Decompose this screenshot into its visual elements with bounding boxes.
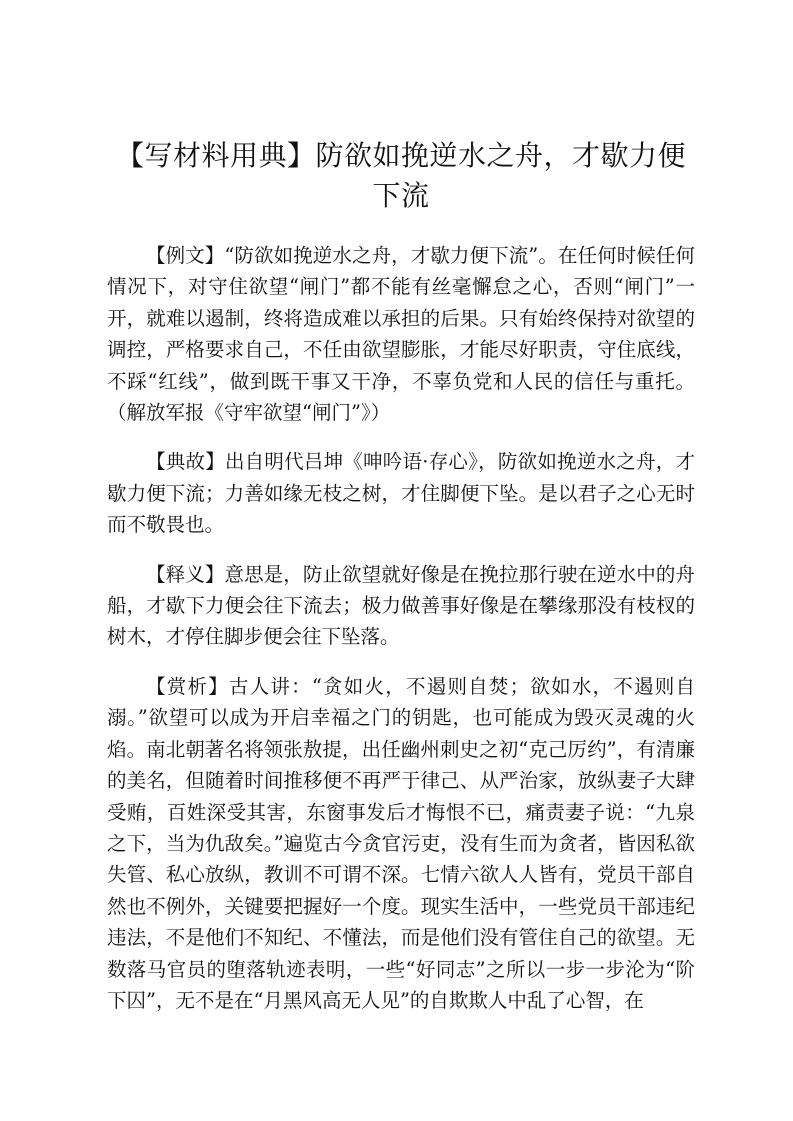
document-page (107, 136, 695, 1016)
paragraph-text: “防欲如挽逆水之舟，才歇力便下流”。在任何时候任何情况下，对守住欲望“闸门”都不能有丝毫懈怠之心，否则“闸门”一开，就难以遏制，终将造成难以承担的后果。只有始终保持对欲望的调控，严格要求自己，不任由欲望膨胀，才能尽好职责，守住底线，不踩“红线”，做到既干事又干净，不辜负党和人民的信任与重托。（解放军报《守牢欲望“闸门”》） (107, 244, 695, 425)
paragraph-text: 古人讲：“贪如火，不遏则自焚；欲如水，不遏则自溺。”欲望可以成为开启幸福之门的钥匙，也可能成为毁灭灵魂的火焰。南北朝著名将领张敖提，出任幽州刺史之初“克己厉约”，有清廉的美名，但随着时间推移便不再严于律己、从严治家，放纵妻子大肆受贿，百姓深受其害，东窗事发后才悔恨不已，痛责妻子说：“九泉之下，当为仇敌矣。”遍览古今贪官污吏，没有生而为贪者，皆因私欲失管、私心放纵，教训不可谓不深。七情六欲人人皆有，党员干部自然也不例外，关键要把握好一个度。现实生活中，一些党员干部违纪违法，不是他们不知纪、不懂法，而是他们没有管住自己的欲望。无数落马官员的堕落轨迹表明，一些“好同志”之所以一步一步沦为“阶下囚”，无不是在“月黑风高无人见”的自欺欺人中乱了心智，在 (107, 674, 695, 1012)
paragraph-explanation (107, 559, 695, 653)
paragraph-allusion (107, 446, 695, 540)
paragraph-tag: 【典故】 (146, 450, 225, 474)
paragraph-appreciation (107, 671, 695, 1016)
paragraph-text: 出自明代吕坤《呻吟语·存心》，防欲如挽逆水之舟，才歇力便下流；力善如缘无枝之树，才住脚便下坠。是以君子之心无时而不敬畏也。 (107, 450, 695, 537)
paragraph-tag: 【例文】 (146, 244, 225, 267)
paragraph-text: 意思是，防止欲望就好像是在挽拉那行驶在逆水中的舟船，才歇下力便会往下流去；极力做善事好像是在攀缘那没有枝杈的树木，才停住脚步便会往下坠落。 (107, 562, 695, 649)
document-title: 【写材料用典】防欲如挽逆水之舟，才歇力便下流 (115, 139, 686, 212)
paragraph-tag: 【赏析】 (146, 674, 229, 698)
paragraph-example (107, 240, 695, 428)
paragraph-tag: 【释义】 (146, 562, 225, 586)
